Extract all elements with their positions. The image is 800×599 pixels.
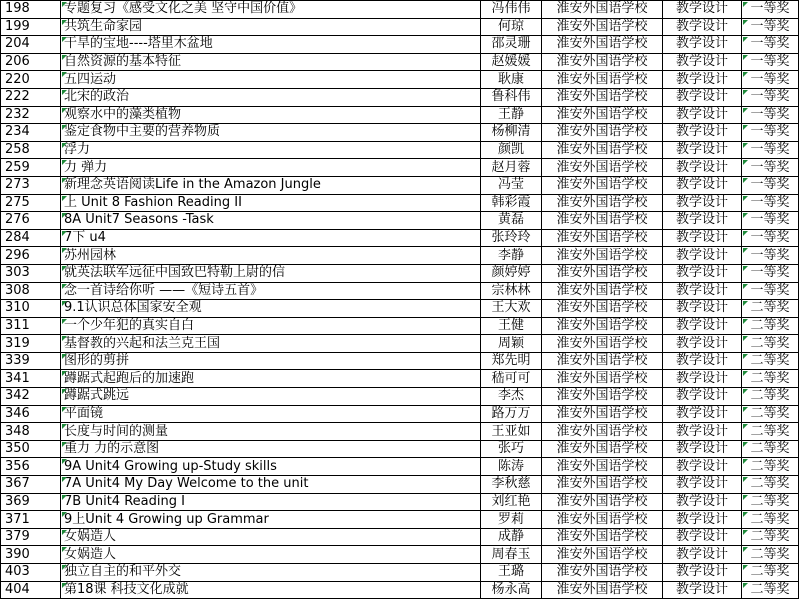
entry-title-cell[interactable]: 就英法联军远征中国致巴特勒上尉的信 [61,264,481,282]
table-row [1,36,799,54]
entry-id-cell[interactable]: 303 [1,264,61,282]
school-cell[interactable]: 淮安外国语学校 [542,546,663,564]
author-cell[interactable]: 郑先明 [481,352,542,370]
table-row [1,176,799,194]
category-cell[interactable]: 教学设计 [663,476,742,494]
entry-title-cell[interactable]: 浮力 [61,141,481,159]
entry-title-cell[interactable]: 自然资源的基本特征 [61,53,481,71]
entry-id-cell[interactable]: 390 [1,546,61,564]
entry-title-cell[interactable]: 苏州园林 [61,247,481,265]
school-cell[interactable]: 淮安外国语学校 [542,159,663,177]
award-cell[interactable]: 二等奖 [742,370,799,388]
school-cell[interactable]: 淮安外国语学校 [542,106,663,124]
author-cell[interactable]: 何琼 [481,18,542,36]
school-cell[interactable]: 淮安外国语学校 [542,458,663,476]
entry-title-cell[interactable]: 长度与时间的测量 [61,423,481,441]
school-cell[interactable]: 淮安外国语学校 [542,264,663,282]
entry-id-cell[interactable]: 284 [1,229,61,247]
entry-id-cell[interactable]: 404 [1,581,61,599]
award-cell[interactable]: 一等奖 [742,124,799,142]
category-cell[interactable]: 教学设计 [663,564,742,582]
category-cell[interactable]: 教学设计 [663,71,742,89]
entry-id-cell[interactable]: 342 [1,388,61,406]
award-cell[interactable]: 一等奖 [742,141,799,159]
school-cell[interactable]: 淮安外国语学校 [542,317,663,335]
school-cell[interactable]: 淮安外国语学校 [542,194,663,212]
school-cell[interactable]: 淮安外国语学校 [542,247,663,265]
entry-id-cell[interactable]: 273 [1,176,61,194]
entry-title-cell[interactable]: 观察水中的藻类植物 [61,106,481,124]
school-cell[interactable]: 淮安外国语学校 [542,370,663,388]
entry-title-cell[interactable]: 独立自主的和平外交 [61,564,481,582]
table-row [1,300,799,318]
category-cell[interactable]: 教学设计 [663,335,742,353]
entry-title-cell[interactable]: 女娲造人 [61,546,481,564]
author-cell[interactable]: 颜凯 [481,141,542,159]
school-cell[interactable]: 淮安外国语学校 [542,53,663,71]
entry-id-cell[interactable]: 319 [1,335,61,353]
table-row [1,194,799,212]
entry-id-cell[interactable]: 356 [1,458,61,476]
entry-title-cell[interactable]: 专题复习《感受文化之美 坚守中国价值》 [61,1,481,19]
school-cell[interactable]: 淮安外国语学校 [542,405,663,423]
author-cell[interactable]: 罗莉 [481,511,542,529]
entry-title-cell[interactable]: 8A Unit7 Seasons -Task [61,212,481,230]
award-cell[interactable]: 一等奖 [742,264,799,282]
author-cell[interactable]: 成静 [481,528,542,546]
school-cell[interactable]: 淮安外国语学校 [542,352,663,370]
author-cell[interactable]: 韩彩霞 [481,194,542,212]
award-cell[interactable]: 二等奖 [742,528,799,546]
award-cell[interactable]: 一等奖 [742,18,799,36]
school-cell[interactable]: 淮安外国语学校 [542,141,663,159]
entry-id-cell[interactable]: 206 [1,53,61,71]
author-cell[interactable]: 路万万 [481,405,542,423]
award-cell[interactable]: 二等奖 [742,335,799,353]
category-cell[interactable]: 教学设计 [663,141,742,159]
table-row [1,528,799,546]
entry-title-cell[interactable]: 一个少年犯的真实自白 [61,317,481,335]
entry-id-cell[interactable]: 222 [1,88,61,106]
table-row [1,124,799,142]
author-cell[interactable]: 嵇可可 [481,370,542,388]
award-cell[interactable]: 二等奖 [742,476,799,494]
category-cell[interactable]: 教学设计 [663,546,742,564]
author-cell[interactable]: 李杰 [481,388,542,406]
author-cell[interactable]: 王璐 [481,564,542,582]
category-cell[interactable]: 教学设计 [663,405,742,423]
table-row [1,370,799,388]
school-cell[interactable]: 淮安外国语学校 [542,388,663,406]
entry-id-cell[interactable]: 341 [1,370,61,388]
entry-id-cell[interactable]: 350 [1,440,61,458]
entry-title-cell[interactable]: 干旱的宝地----塔里木盆地 [61,36,481,54]
school-cell[interactable]: 淮安外国语学校 [542,229,663,247]
entry-id-cell[interactable]: 367 [1,476,61,494]
table-row [1,511,799,529]
category-cell[interactable]: 教学设计 [663,247,742,265]
award-cell[interactable]: 一等奖 [742,159,799,177]
table-row [1,581,799,599]
entry-title-cell[interactable]: 7A Unit4 My Day Welcome to the unit [61,476,481,494]
category-cell[interactable]: 教学设计 [663,423,742,441]
entry-id-cell[interactable]: 259 [1,159,61,177]
category-cell[interactable]: 教学设计 [663,511,742,529]
award-cell[interactable]: 二等奖 [742,581,799,599]
category-cell[interactable]: 教学设计 [663,36,742,54]
award-cell[interactable]: 二等奖 [742,458,799,476]
award-cell[interactable]: 二等奖 [742,405,799,423]
category-cell[interactable]: 教学设计 [663,440,742,458]
table-row [1,159,799,177]
category-cell[interactable]: 教学设计 [663,493,742,511]
author-cell[interactable]: 邵灵珊 [481,36,542,54]
entry-title-cell[interactable]: 女娲造人 [61,528,481,546]
category-cell[interactable]: 教学设计 [663,264,742,282]
entry-id-cell[interactable]: 348 [1,423,61,441]
entry-id-cell[interactable]: 199 [1,18,61,36]
award-cell[interactable]: 二等奖 [742,440,799,458]
school-cell[interactable]: 淮安外国语学校 [542,36,663,54]
school-cell[interactable]: 淮安外国语学校 [542,176,663,194]
entry-id-cell[interactable]: 234 [1,124,61,142]
school-cell[interactable]: 淮安外国语学校 [542,423,663,441]
school-cell[interactable]: 淮安外国语学校 [542,212,663,230]
table-row [1,53,799,71]
entry-id-cell[interactable]: 220 [1,71,61,89]
school-cell[interactable]: 淮安外国语学校 [542,476,663,494]
author-cell[interactable]: 李静 [481,247,542,265]
award-cell[interactable]: 一等奖 [742,176,799,194]
table-row [1,1,799,19]
award-cell[interactable]: 一等奖 [742,88,799,106]
award-cell[interactable]: 一等奖 [742,36,799,54]
entry-id-cell[interactable]: 276 [1,212,61,230]
entry-id-cell[interactable]: 258 [1,141,61,159]
entry-title-cell[interactable]: 五四运动 [61,71,481,89]
category-cell[interactable]: 教学设计 [663,581,742,599]
category-cell[interactable]: 教学设计 [663,388,742,406]
table-row [1,564,799,582]
award-cell[interactable]: 二等奖 [742,300,799,318]
entry-id-cell[interactable]: 310 [1,300,61,318]
entry-id-cell[interactable]: 232 [1,106,61,124]
award-cell[interactable]: 二等奖 [742,423,799,441]
table-row [1,229,799,247]
entry-title-cell[interactable]: 共筑生命家园 [61,18,481,36]
author-cell[interactable]: 陈涛 [481,458,542,476]
entry-id-cell[interactable]: 403 [1,564,61,582]
author-cell[interactable]: 刘红艳 [481,493,542,511]
author-cell[interactable]: 王静 [481,106,542,124]
table-row [1,18,799,36]
category-cell[interactable]: 教学设计 [663,300,742,318]
school-cell[interactable]: 淮安外国语学校 [542,493,663,511]
entry-title-cell[interactable]: 基督教的兴起和法兰克王国 [61,335,481,353]
school-cell[interactable]: 淮安外国语学校 [542,88,663,106]
table-row [1,106,799,124]
award-cell[interactable]: 二等奖 [742,546,799,564]
category-cell[interactable]: 教学设计 [663,159,742,177]
author-cell[interactable]: 周春玉 [481,546,542,564]
entry-title-cell[interactable]: 9A Unit4 Growing up-Study skills [61,458,481,476]
author-cell[interactable]: 杨柳清 [481,124,542,142]
school-cell[interactable]: 淮安外国语学校 [542,511,663,529]
table-row [1,212,799,230]
author-cell[interactable]: 黄磊 [481,212,542,230]
award-cell[interactable]: 一等奖 [742,282,799,300]
entry-id-cell[interactable]: 204 [1,36,61,54]
table-row [1,71,799,89]
category-cell[interactable]: 教学设计 [663,88,742,106]
table-row [1,282,799,300]
entry-title-cell[interactable]: 蹲踞式跳远 [61,388,481,406]
entry-title-cell[interactable]: 念一首诗给你听 ——《短诗五首》 [61,282,481,300]
award-cell[interactable]: 一等奖 [742,247,799,265]
table-row [1,458,799,476]
entry-title-cell[interactable]: 图形的剪拼 [61,352,481,370]
author-cell[interactable]: 赵月蓉 [481,159,542,177]
school-cell[interactable]: 淮安外国语学校 [542,1,663,19]
entry-id-cell[interactable]: 369 [1,493,61,511]
table-row [1,493,799,511]
author-cell[interactable]: 宗林林 [481,282,542,300]
category-cell[interactable]: 教学设计 [663,53,742,71]
table-row [1,476,799,494]
category-cell[interactable]: 教学设计 [663,212,742,230]
author-cell[interactable]: 冯莹 [481,176,542,194]
table-row [1,423,799,441]
author-cell[interactable]: 王大欢 [481,300,542,318]
category-cell[interactable]: 教学设计 [663,528,742,546]
entry-id-cell[interactable]: 371 [1,511,61,529]
category-cell[interactable]: 教学设计 [663,106,742,124]
school-cell[interactable]: 淮安外国语学校 [542,528,663,546]
author-cell[interactable]: 张巧 [481,440,542,458]
entry-title-cell[interactable]: 鉴定食物中主要的营养物质 [61,124,481,142]
school-cell[interactable]: 淮安外国语学校 [542,282,663,300]
table-row [1,141,799,159]
school-cell[interactable]: 淮安外国语学校 [542,18,663,36]
award-cell[interactable]: 一等奖 [742,194,799,212]
entry-title-cell[interactable]: 力 弹力 [61,159,481,177]
author-cell[interactable]: 赵媛媛 [481,53,542,71]
entry-title-cell[interactable]: 7下 u4 [61,229,481,247]
table-row [1,247,799,265]
entry-title-cell[interactable]: 北宋的政治 [61,88,481,106]
entry-id-cell[interactable]: 308 [1,282,61,300]
entry-title-cell[interactable]: 新理念英语阅读Life in the Amazon Jungle [61,176,481,194]
entry-title-cell[interactable]: 上 Unit 8 Fashion Reading II [61,194,481,212]
entry-id-cell[interactable]: 346 [1,405,61,423]
award-cell[interactable]: 一等奖 [742,71,799,89]
category-cell[interactable]: 教学设计 [663,282,742,300]
table-row [1,264,799,282]
author-cell[interactable]: 冯伟伟 [481,1,542,19]
author-cell[interactable]: 李秋慈 [481,476,542,494]
entry-title-cell[interactable]: 7B Unit4 Reading I [61,493,481,511]
author-cell[interactable]: 周颖 [481,335,542,353]
award-cell[interactable]: 二等奖 [742,564,799,582]
entry-id-cell[interactable]: 198 [1,1,61,19]
category-cell[interactable]: 教学设计 [663,370,742,388]
award-cell[interactable]: 二等奖 [742,388,799,406]
school-cell[interactable]: 淮安外国语学校 [542,124,663,142]
entry-title-cell[interactable]: 重力 力的示意图 [61,440,481,458]
school-cell[interactable]: 淮安外国语学校 [542,440,663,458]
entry-title-cell[interactable]: 9.1认识总体国家安全观 [61,300,481,318]
category-cell[interactable]: 教学设计 [663,317,742,335]
entry-id-cell[interactable]: 296 [1,247,61,265]
category-cell[interactable]: 教学设计 [663,352,742,370]
award-cell[interactable]: 一等奖 [742,1,799,19]
category-cell[interactable]: 教学设计 [663,1,742,19]
author-cell[interactable]: 鲁科伟 [481,88,542,106]
entry-id-cell[interactable]: 311 [1,317,61,335]
award-table-body [1,1,799,599]
author-cell[interactable]: 张玲玲 [481,229,542,247]
entry-id-cell[interactable]: 275 [1,194,61,212]
table-row [1,546,799,564]
award-cell[interactable]: 一等奖 [742,106,799,124]
author-cell[interactable]: 王健 [481,317,542,335]
entry-id-cell[interactable]: 379 [1,528,61,546]
school-cell[interactable]: 淮安外国语学校 [542,581,663,599]
author-cell[interactable]: 杨永高 [481,581,542,599]
table-row [1,335,799,353]
award-cell[interactable]: 一等奖 [742,212,799,230]
category-cell[interactable]: 教学设计 [663,176,742,194]
category-cell[interactable]: 教学设计 [663,194,742,212]
table-row [1,388,799,406]
table-row [1,352,799,370]
table-row [1,88,799,106]
award-cell[interactable]: 二等奖 [742,352,799,370]
award-cell[interactable]: 二等奖 [742,511,799,529]
entry-title-cell[interactable]: 9上Unit 4 Growing up Grammar [61,511,481,529]
table-row [1,440,799,458]
category-cell[interactable]: 教学设计 [663,18,742,36]
award-cell[interactable]: 二等奖 [742,317,799,335]
school-cell[interactable]: 淮安外国语学校 [542,300,663,318]
category-cell[interactable]: 教学设计 [663,458,742,476]
entry-title-cell[interactable]: 第18课 科技文化成就 [61,581,481,599]
school-cell[interactable]: 淮安外国语学校 [542,71,663,89]
award-cell[interactable]: 一等奖 [742,53,799,71]
author-cell[interactable]: 耿康 [481,71,542,89]
award-cell[interactable]: 二等奖 [742,493,799,511]
entry-title-cell[interactable]: 平面镜 [61,405,481,423]
table-row [1,317,799,335]
school-cell[interactable]: 淮安外国语学校 [542,335,663,353]
entry-title-cell[interactable]: 蹲踞式起跑后的加速跑 [61,370,481,388]
school-cell[interactable]: 淮安外国语学校 [542,564,663,582]
author-cell[interactable]: 颜婷婷 [481,264,542,282]
table-row [1,405,799,423]
category-cell[interactable]: 教学设计 [663,229,742,247]
award-cell[interactable]: 一等奖 [742,229,799,247]
author-cell[interactable]: 王亚如 [481,423,542,441]
category-cell[interactable]: 教学设计 [663,124,742,142]
entry-id-cell[interactable]: 339 [1,352,61,370]
